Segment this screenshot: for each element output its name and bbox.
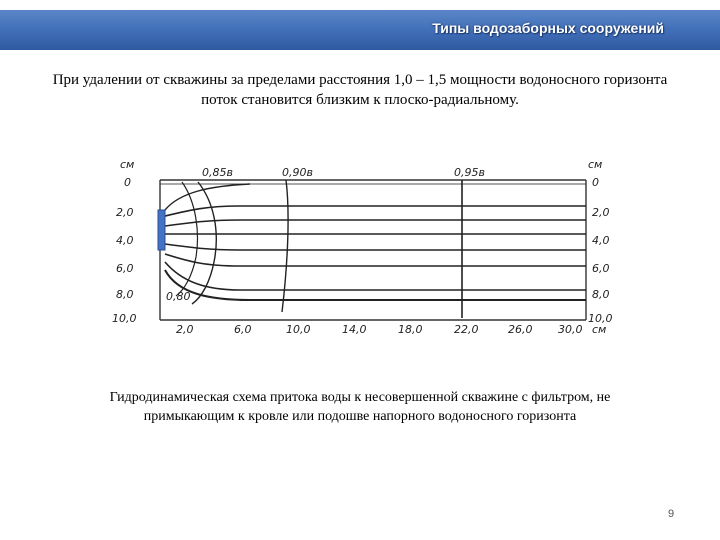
flow-diagram-svg xyxy=(110,152,620,342)
left-unit-label: см xyxy=(120,158,135,171)
right-tick-0: 0 xyxy=(592,176,599,189)
left-tick-3: 6,0 xyxy=(116,262,134,275)
curve-label-0-85: 0,85в xyxy=(202,166,233,179)
bottom-tick-5: 22,0 xyxy=(454,323,479,336)
left-tick-0: 0 xyxy=(124,176,131,189)
right-tick-1: 2,0 xyxy=(592,206,610,219)
bottom-tick-1: 6,0 xyxy=(234,323,252,336)
bottom-tick-7: 30,0 xyxy=(558,323,583,336)
bottom-tick-2: 10,0 xyxy=(286,323,311,336)
right-tick-2: 4,0 xyxy=(592,234,610,247)
bottom-tick-3: 14,0 xyxy=(342,323,367,336)
curve-label-0-80: 0,80 xyxy=(166,290,191,303)
right-tick-3: 6,0 xyxy=(592,262,610,275)
intro-text: При удалении от скважины за пределами расстояния 1,0 – 1,5 мощности водоносного горизонта поток становится близким к плоско-радиальному. xyxy=(52,72,668,108)
flow-line-4 xyxy=(165,244,586,250)
bottom-tick-6: 26,0 xyxy=(508,323,533,336)
left-tick-5: 10,0 xyxy=(112,312,137,325)
right-tick-5: 10,0 xyxy=(588,312,613,325)
flow-line-5 xyxy=(165,254,586,266)
slide-title: Типы водозаборных сооружений xyxy=(432,20,664,36)
right-tick-4: 8,0 xyxy=(592,288,610,301)
flow-line-bottom xyxy=(165,270,586,300)
left-tick-2: 4,0 xyxy=(116,234,134,247)
title-bar xyxy=(0,10,720,50)
curve-label-0-90: 0,90в xyxy=(282,166,313,179)
figure-caption: Гидродинамическая схема притока воды к несовершенной скважине с фильтром, не примыкающим к кровле или подошве напорного водоносного горизонта xyxy=(109,390,611,424)
bottom-tick-4: 18,0 xyxy=(398,323,423,336)
bottom-tick-0: 2,0 xyxy=(176,323,194,336)
flow-line-2 xyxy=(165,220,586,226)
equipotential-0-90 xyxy=(282,180,288,312)
left-tick-1: 2,0 xyxy=(116,206,134,219)
page-number: 9 xyxy=(668,508,675,520)
left-tick-4: 8,0 xyxy=(116,288,134,301)
well-filter xyxy=(158,210,165,250)
flow-line-1 xyxy=(165,206,586,216)
curve-label-0-95: 0,95в xyxy=(454,166,485,179)
flow-diagram xyxy=(110,152,620,342)
right-unit-label: см xyxy=(588,158,603,171)
bottom-unit-label: см xyxy=(592,323,607,336)
